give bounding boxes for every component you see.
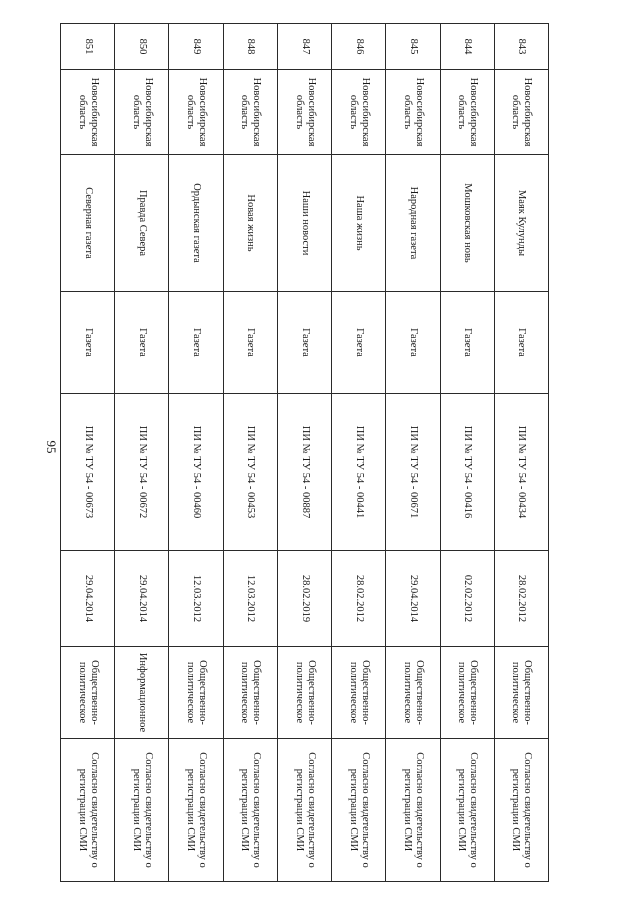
region-cell: Новосибирская область [494, 70, 548, 155]
registration-date-cell: 29.04.2014 [61, 551, 115, 647]
media-type-cell: Газета [169, 292, 223, 394]
table-row [494, 24, 548, 882]
table-row [440, 24, 494, 882]
media-registry-table [60, 23, 549, 882]
row-number: 849 [169, 24, 223, 70]
broadcast-time-cell: Согласно свидетельству о регистрации СМИ [61, 739, 115, 882]
topic-cell: Общественно-политическое [61, 647, 115, 739]
broadcast-time-cell: Согласно свидетельству о регистрации СМИ [169, 739, 223, 882]
media-name-cell: Мошковская новь [440, 155, 494, 292]
topic-cell: Общественно-политическое [169, 647, 223, 739]
media-type-cell: Газета [277, 292, 331, 394]
row-number: 847 [277, 24, 331, 70]
row-number: 844 [440, 24, 494, 70]
broadcast-time-cell: Согласно свидетельству о регистрации СМИ [223, 739, 277, 882]
topic-cell: Общественно-политическое [277, 647, 331, 739]
registration-number-cell: ПИ № ТУ 54 - 00453 [223, 394, 277, 551]
media-type-cell: Газета [386, 292, 440, 394]
registration-number-cell: ПИ № ТУ 54 - 00673 [61, 394, 115, 551]
region-cell: Новосибирская область [169, 70, 223, 155]
registration-date-cell: 12.03.2012 [223, 551, 277, 647]
registration-number-cell: ПИ № ТУ 54 - 00416 [440, 394, 494, 551]
media-name-cell: Северная газета [61, 155, 115, 292]
region-cell: Новосибирская область [115, 70, 169, 155]
topic-cell: Общественно-политическое [494, 647, 548, 739]
media-type-cell: Газета [61, 292, 115, 394]
table-row [169, 24, 223, 882]
page-number: 95 [44, 440, 59, 454]
region-cell: Новосибирская область [386, 70, 440, 155]
topic-cell: Общественно-политическое [386, 647, 440, 739]
registration-date-cell: 12.03.2012 [169, 551, 223, 647]
broadcast-time-cell: Согласно свидетельству о регистрации СМИ [115, 739, 169, 882]
broadcast-time-cell: Согласно свидетельству о регистрации СМИ [386, 739, 440, 882]
registration-number-cell: ПИ № ТУ 54 - 00434 [494, 394, 548, 551]
media-type-cell: Газета [115, 292, 169, 394]
topic-cell: Информационное [115, 647, 169, 739]
table-row [277, 24, 331, 882]
media-type-cell: Газета [440, 292, 494, 394]
table-row [386, 24, 440, 882]
media-type-cell: Газета [332, 292, 386, 394]
media-name-cell: Народная газета [386, 155, 440, 292]
region-cell: Новосибирская область [223, 70, 277, 155]
registration-date-cell: 28.02.2019 [277, 551, 331, 647]
table-row [332, 24, 386, 882]
registration-number-cell: ПИ № ТУ 54 - 00887 [277, 394, 331, 551]
region-cell: Новосибирская область [440, 70, 494, 155]
media-name-cell: Правда Севера [115, 155, 169, 292]
registration-number-cell: ПИ № ТУ 54 - 00460 [169, 394, 223, 551]
registration-date-cell: 29.04.2014 [115, 551, 169, 647]
topic-cell: Общественно-политическое [332, 647, 386, 739]
media-type-cell: Газета [494, 292, 548, 394]
region-cell: Новосибирская область [277, 70, 331, 155]
region-cell: Новосибирская область [332, 70, 386, 155]
registration-date-cell: 02.02.2012 [440, 551, 494, 647]
row-number: 843 [494, 24, 548, 70]
row-number: 846 [332, 24, 386, 70]
media-name-cell: Маяк Кулунды [494, 155, 548, 292]
registration-number-cell: ПИ № ТУ 54 - 00672 [115, 394, 169, 551]
row-number: 845 [386, 24, 440, 70]
region-cell: Новосибирская область [61, 70, 115, 155]
registration-date-cell: 29.04.2014 [386, 551, 440, 647]
media-name-cell: Наши новости [277, 155, 331, 292]
media-name-cell: Ордынская газета [169, 155, 223, 292]
registration-date-cell: 28.02.2012 [494, 551, 548, 647]
media-name-cell: Наша жизнь [332, 155, 386, 292]
broadcast-time-cell: Согласно свидетельству о регистрации СМИ [332, 739, 386, 882]
broadcast-time-cell: Согласно свидетельству о регистрации СМИ [277, 739, 331, 882]
media-name-cell: Новая жизнь [223, 155, 277, 292]
media-type-cell: Газета [223, 292, 277, 394]
registration-number-cell: ПИ № ТУ 54 - 00671 [386, 394, 440, 551]
registration-number-cell: ПИ № ТУ 54 - 00441 [332, 394, 386, 551]
registration-date-cell: 28.02.2012 [332, 551, 386, 647]
topic-cell: Общественно-политическое [440, 647, 494, 739]
table-row [115, 24, 169, 882]
topic-cell: Общественно-политическое [223, 647, 277, 739]
row-number: 851 [61, 24, 115, 70]
broadcast-time-cell: Согласно свидетельству о регистрации СМИ [494, 739, 548, 882]
row-number: 848 [223, 24, 277, 70]
row-number: 850 [115, 24, 169, 70]
broadcast-time-cell: Согласно свидетельству о регистрации СМИ [440, 739, 494, 882]
table-row [61, 24, 115, 882]
table-row [223, 24, 277, 882]
rotated-table-container [60, 23, 549, 881]
